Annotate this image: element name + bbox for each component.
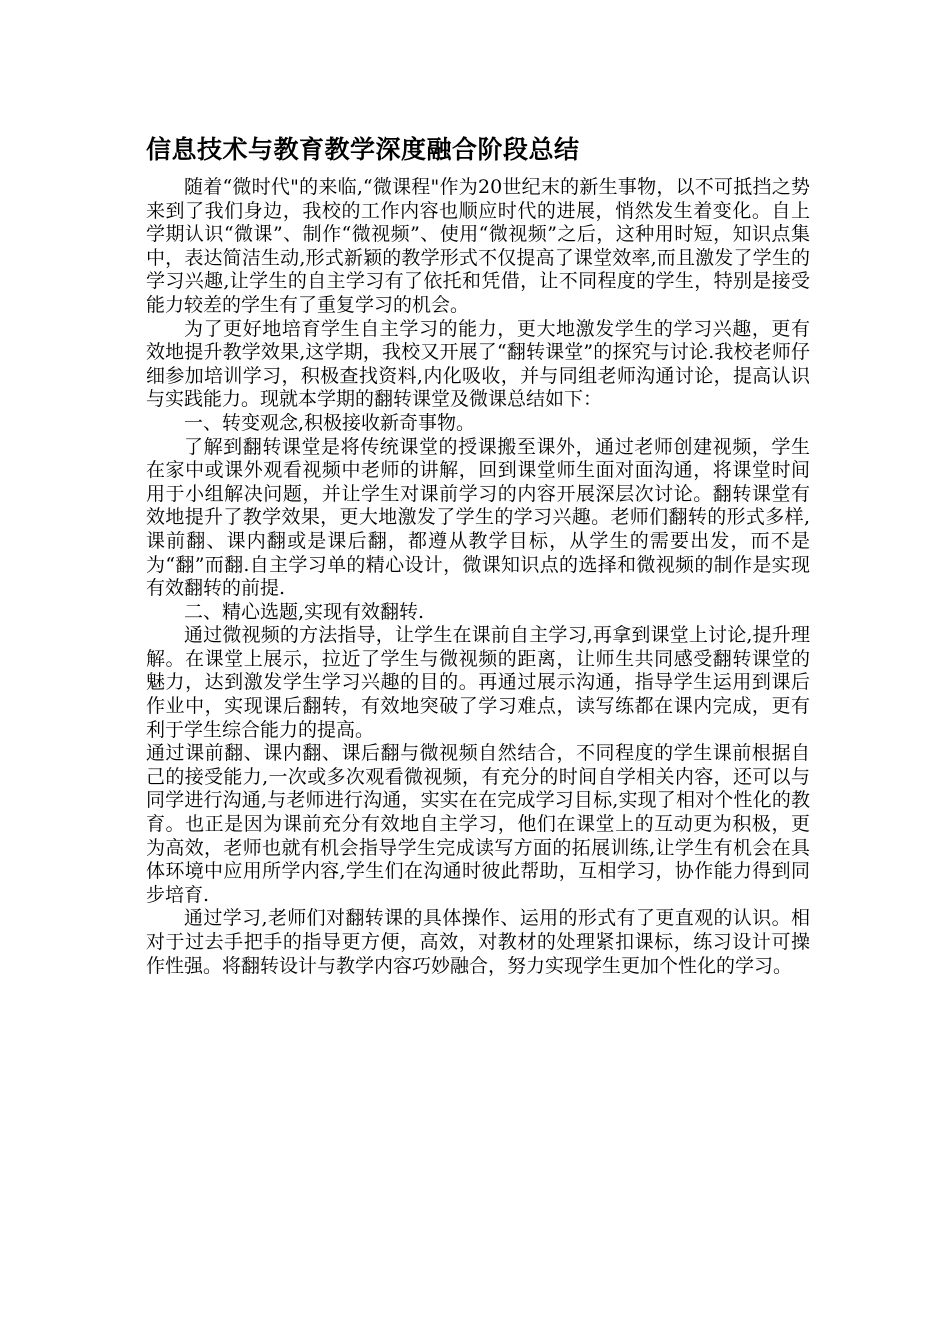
section-heading-1: 一、转变观念,积极接收新奇事物。 [184,411,476,434]
document-body [146,176,810,978]
paragraph-section-1: 了解到翻转课堂是将传统课堂的授课搬至课外，通过老师创建视频，学生在家中或课外观看视频中老师的讲解，回到课堂师生面对面沟通，将课堂时间用于小组解决问题，并让学生对课前学习的内容开展深层次讨论。翻转课堂有效地提升了教学效果，更大地激发了学生的学习兴趣。老师们翻转的形式多样,课前翻、课内翻或是课后翻，都遵从教学目标，从学生的需要出发，而不是为“翻”而翻.自主学习单的精心设计，微课知识点的选择和微视频的制作是实现有效翻转的前提. [146,435,810,600]
section-heading-2: 二、精心选题,实现有效翻转. [184,600,425,623]
document-title: 信息技术与教育教学深度融合阶段总结 [146,135,580,164]
document-page [146,130,810,978]
paragraph-section-2: 通过微视频的方法指导，让学生在课前自主学习,再拿到课堂上讨论,提升理解。在课堂上展示，拉近了学生与微视频的距离，让师生共同感受翻转课堂的魅力，达到激发学生学习兴趣的目的。再通过展示沟通，指导学生运用到课后作业中，实现课后翻转，有效地突破了学习难点，读写练都在课内完成，更有利于学生综合能力的提高。 [146,624,810,741]
paragraph-flipped-classroom: 为了更好地培育学生自主学习的能力，更大地激发学生的学习兴趣，更有效地提升教学效果,这学期，我校又开展了“翻转课堂”的探究与讨论.我校老师仔细参加培训学习，积极查找资料,内化吸收，并与同组老师沟通讨论，提高认识与实践能力。现就本学期的翻转课堂及微课总结如下： [146,317,810,411]
paragraph-combination: 通过课前翻、课内翻、课后翻与微视频自然结合，不同程度的学生课前根据自己的接受能力,一次或多次观看微视频，有充分的时间自学相关内容，还可以与同学进行沟通,与老师进行沟通，实实在在完成学习目标,实现了相对个性化的教育。也正是因为课前充分有效地自主学习，他们在课堂上的互动更为积极，更为高效，老师也就有机会指导学生完成读写方面的拓展训练,让学生有机会在具体环境中应用所学内容,学生们在沟通时彼此帮助，互相学习，协作能力得到同步培育. [146,742,810,906]
paragraph-intro: 随着“微时代"的来临,“微课程"作为20世纪末的新生事物，以不可抵挡之势来到了我们身边，我校的工作内容也顺应时代的进展，悄然发生着变化。自上学期认识“微课”、制作“微视频”、使用“微视频”之后，这种用时短，知识点集中，表达简洁生动,形式新颖的教学形式不仅提高了课堂效率,而且激发了学生的学习兴趣,让学生的自主学习有了依托和凭借，让不同程度的学生，特别是接受能力较差的学生有了重复学习的机会。 [146,176,810,316]
paragraph-conclusion: 通过学习,老师们对翻转课的具体操作、运用的形式有了更直观的认识。相对于过去手把手的指导更方便，高效，对教材的处理紧扣课标，练习设计可操作性强。将翻转设计与教学内容巧妙融合，努力实现学生更加个性化的学习。 [146,907,810,977]
